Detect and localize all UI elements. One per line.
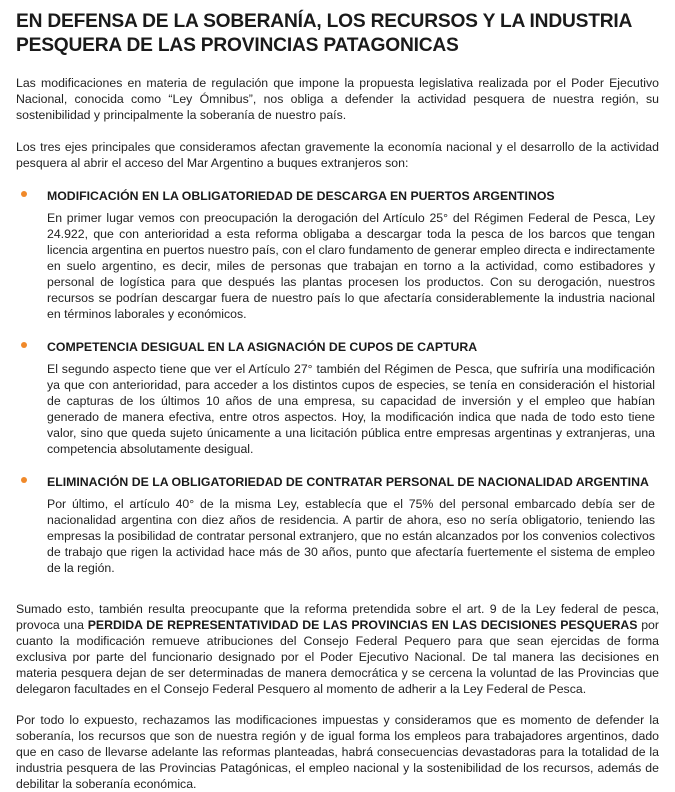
- bullet-dot-icon: [21, 342, 27, 348]
- section-personal: [16, 474, 659, 576]
- document-title: EN DEFENSA DE LA SOBERANÍA, LOS RECURSOS Y LA INDUSTRIA PESQUERA DE LAS PROVINCIAS PATAGONICAS: [16, 11, 632, 56]
- closing-paragraph-2: Por todo lo expuesto, rechazamos las modificaciones impuestas y consideramos que es momento de defender la soberanía, los recursos que son de nuestra región y de igual forma los empleos para trabajadores argentinos, dado que en caso de llevarse adelante las reformas planteadas, habrá consecuencias devastadoras para la totalidad de la industria pesquera de las Provincias Patagónicas, el empleo nacional y la sostenibilidad de los recursos, además de debilitar la soberanía económica.: [16, 713, 659, 791]
- closing-emphasis: PERDIDA DE REPRESENTATIVIDAD DE LAS PROVINCIAS EN LAS DECISIONES PESQUERAS: [87, 618, 638, 632]
- section-heading: MODIFICACIÓN EN LA OBLIGATORIEDAD DE DESCARGA EN PUERTOS ARGENTINOS: [47, 189, 555, 203]
- bullet-dot-icon: [21, 191, 27, 197]
- section-cupos: [16, 339, 659, 457]
- section-heading: COMPETENCIA DESIGUAL EN LA ASIGNACIÓN DE CUPOS DE CAPTURA: [47, 340, 478, 354]
- section-body: Por último, el artículo 40° de la misma Ley, establecía que el 75% del personal embarcado debía ser de nacionalidad argentina con diez años de residencia. A partir de ahora, eso no sería obligatorio, teniendo las empresas la posibilidad de contratar personal extranjero, que no están alcanzados por los convenios colectivos de trabajo que rigen la actividad hace más de 30 años, punto que afectaría fuertemente el sistema de empleo de la región.: [47, 497, 655, 575]
- section-descarga: [16, 188, 659, 322]
- closing-text-after: por cuanto la modificación remueve atribuciones del Consejo Federal Pequero para que sean ejercidas de forma exclusiva por parte del funcionario designado por el Poder Ejecutivo Nacional. De tal manera las decisiones en materia pesquera dejan de ser determinadas de manera democrática y se cercena la voluntad de las Provincias que delegaron facultades en el Consejo Federal Pesquero al momento de adherir a la Ley Federal de Pesca.: [16, 618, 659, 696]
- bullet-dot-icon: [21, 477, 27, 483]
- section-body: El segundo aspecto tiene que ver el Artículo 27° también del Régimen de Pesca, que sufriría una modificación ya que con anterioridad, para acceder a los distintos cupos de especies, se tenía en consideración el historial de capturas de los últimos 10 años de una empresa, su capacidad de inversión y el empleo que habían generado de manera efectiva, entre otros aspectos. Hoy, la modificación indica que nada de todo esto tiene valor, sino que queda sujeto únicamente a una licitación pública entre empresas argentinas y extranjeras, una competencia absolutamente desigual.: [47, 362, 655, 456]
- closing-paragraph-1: [16, 601, 659, 697]
- section-heading: ELIMINACIÓN DE LA OBLIGATORIEDAD DE CONTRATAR PERSONAL DE NACIONALIDAD ARGENTINA: [47, 475, 649, 489]
- intro-paragraph-1: Las modificaciones en materia de regulación que impone la propuesta legislativa realizada por el Poder Ejecutivo Nacional, conocida como “Ley Ómnibus”, nos obliga a defender la actividad pesquera de nuestra región, su sostenibilidad y principalmente la soberanía de nuestro país.: [16, 76, 659, 122]
- intro-paragraph-2: Los tres ejes principales que consideramos afectan gravemente la economía nacional y el desarrollo de la actividad pesquera al abrir el acceso del Mar Argentino a buques extranjeros son:: [16, 140, 659, 170]
- section-body: En primer lugar vemos con preocupación la derogación del Artículo 25° del Régimen Federal de Pesca, Ley 24.922, que con anterioridad a esta reforma obligaba a descargar toda la pesca de los barcos que tengan licencia argentina en puertos nuestro país, con el claro fundamento de generar empleo directa e indirectamente en suelo argentino, es decir, miles de personas que trabajan en torno a la actividad, como estibadores y personal de logística para que después las plantas procesen los productos. Con su derogación, nuestros recursos se podrían descargar fuera de nuestro país lo que afectaría considerablemente la industria nacional en términos laborales y económicos.: [47, 211, 655, 321]
- closing-text-before: Sumado esto, también resulta preocupante que la reforma pretendida sobre el art. 9 de la Ley federal de pesca, provoca una: [16, 602, 659, 632]
